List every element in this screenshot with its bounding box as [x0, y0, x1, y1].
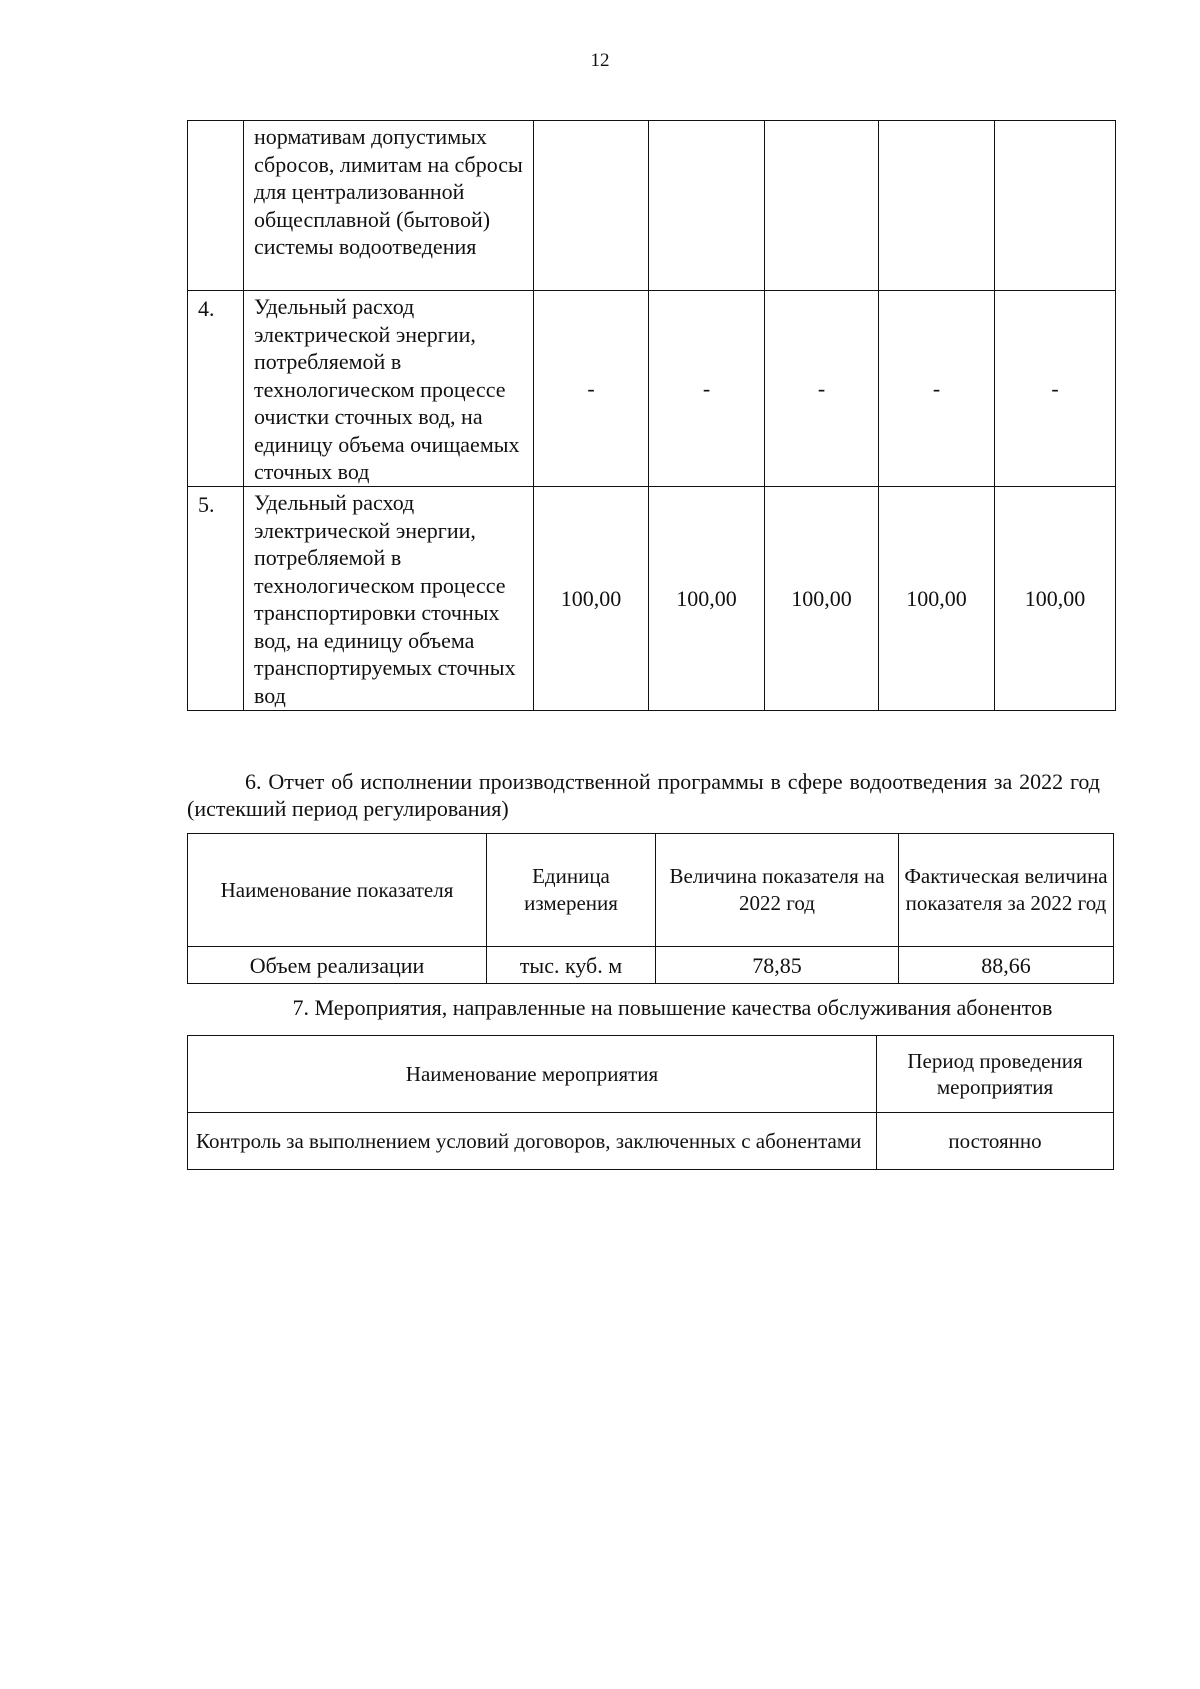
value-cell: 100,00 — [879, 487, 995, 711]
row-number — [188, 121, 244, 291]
indicators-table — [187, 120, 1116, 711]
row-number: 4. — [188, 291, 244, 487]
value-cell: 100,00 — [765, 487, 879, 711]
section-6-heading: 6. Отчет об исполнении производственной программы в сфере водоотведения за 2022 год (истекший период регулирования) — [187, 769, 1100, 821]
table-row — [188, 947, 1114, 984]
planned-value: 78,85 — [656, 947, 899, 984]
section-7-heading: 7. Мероприятия, направленные на повышение качества обслуживания абонентов — [292, 995, 1053, 1020]
indicator-name: Удельный расход электрической энергии, потребляемой в технологическом процессе транспортировки сточных вод, на единицу объема транспортируемых сточных вод — [244, 487, 534, 711]
unit-cell: тыс. куб. м — [487, 947, 656, 984]
column-header: Период проведения мероприятия — [877, 1036, 1114, 1113]
column-header: Наименование мероприятия — [188, 1036, 877, 1113]
page-number: 12 — [590, 50, 610, 71]
service-measures-table — [187, 1035, 1114, 1170]
table-row — [188, 1113, 1114, 1170]
value-cell — [765, 121, 879, 291]
table-header-row — [188, 834, 1114, 947]
actual-value: 88,66 — [899, 947, 1114, 984]
column-header: Фактическая величина показателя за 2022 год — [899, 834, 1114, 947]
indicator-name: Объем реализации — [188, 947, 487, 984]
table-row — [188, 291, 1116, 487]
row-number: 5. — [188, 487, 244, 711]
measure-period: постоянно — [877, 1113, 1114, 1170]
value-cell: - — [649, 291, 765, 487]
value-cell — [649, 121, 765, 291]
table-row — [188, 487, 1116, 711]
value-cell — [995, 121, 1116, 291]
value-cell: 100,00 — [649, 487, 765, 711]
measure-name: Контроль за выполнением условий договоров, заключенных с абонентами — [188, 1113, 877, 1170]
indicator-name: нормативам допустимых сбросов, лимитам на сбросы для централизованной общесплавной (бытовой) системы водоотведения — [244, 121, 534, 291]
column-header: Единица измерения — [487, 834, 656, 947]
value-cell: - — [879, 291, 995, 487]
table-header-row — [188, 1036, 1114, 1113]
value-cell: - — [765, 291, 879, 487]
column-header: Величина показателя на 2022 год — [656, 834, 899, 947]
indicator-name: Удельный расход электрической энергии, потребляемой в технологическом процессе очистки сточных вод, на единицу объема очищаемых сточных вод — [244, 291, 534, 487]
value-cell — [534, 121, 649, 291]
value-cell: - — [995, 291, 1116, 487]
value-cell: 100,00 — [995, 487, 1116, 711]
column-header: Наименование показателя — [188, 834, 487, 947]
program-report-table — [187, 833, 1114, 984]
value-cell — [879, 121, 995, 291]
value-cell: 100,00 — [534, 487, 649, 711]
value-cell: - — [534, 291, 649, 487]
table-row — [188, 121, 1116, 291]
